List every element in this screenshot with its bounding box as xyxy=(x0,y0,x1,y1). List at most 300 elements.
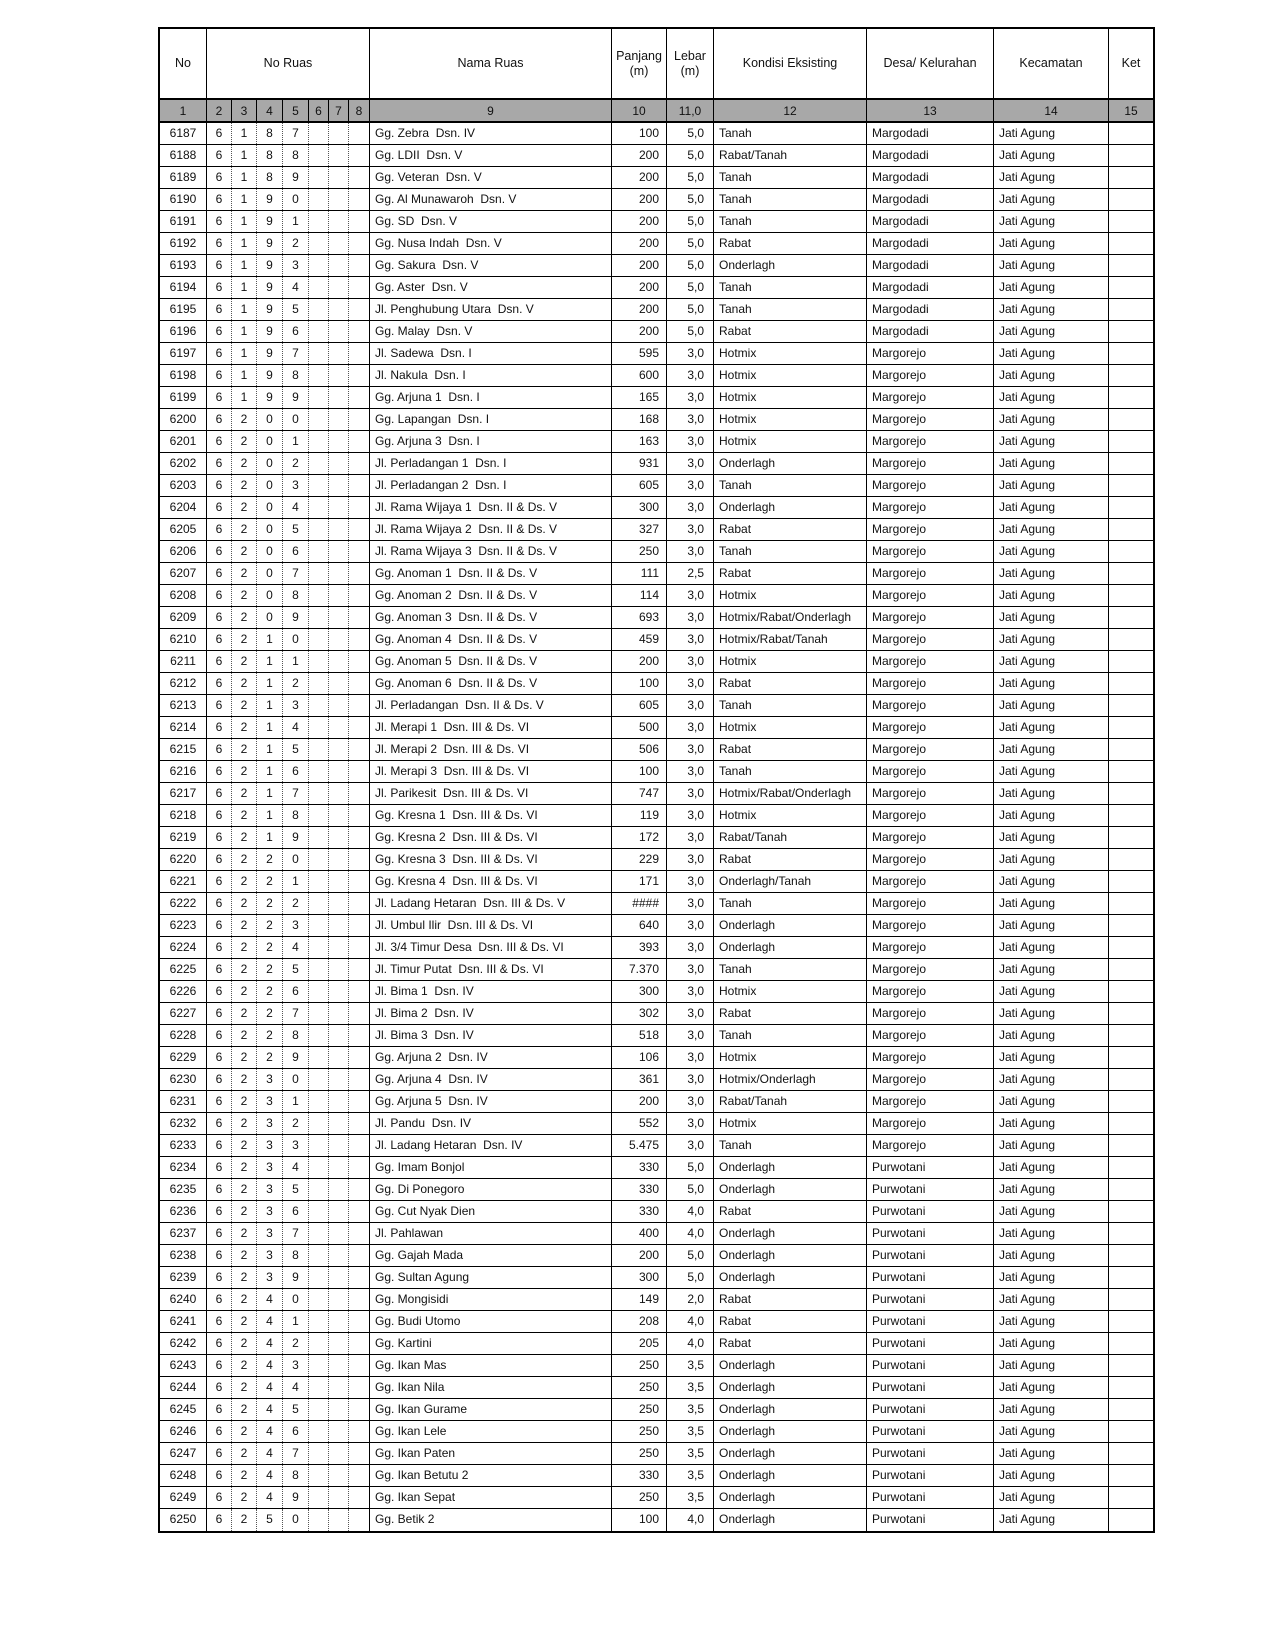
table-row xyxy=(160,233,1153,255)
cell-ket xyxy=(1109,1289,1153,1310)
cell-desa-kelurahan: Margorejo xyxy=(867,695,994,716)
header-kecamatan xyxy=(994,29,1109,98)
cell-no: 6225 xyxy=(160,959,207,980)
table-row xyxy=(160,1333,1153,1355)
cell-kondisi: Rabat xyxy=(714,1311,867,1332)
cell-ruas-digit: 4 xyxy=(283,1157,309,1178)
cell-ruas-digit xyxy=(349,1289,370,1310)
cell-ruas-digit: 6 xyxy=(207,167,232,188)
table-row xyxy=(160,497,1153,519)
cell-ruas-digit: 1 xyxy=(232,255,257,276)
cell-ruas-digit: 2 xyxy=(232,541,257,562)
cell-ruas-digit: 6 xyxy=(207,1421,232,1442)
cell-desa-kelurahan: Purwotani xyxy=(867,1157,994,1178)
table-row xyxy=(160,1069,1153,1091)
cell-ruas-digit: 3 xyxy=(283,1355,309,1376)
cell-ruas-digit xyxy=(309,937,329,958)
cell-kecamatan: Jati Agung xyxy=(994,1091,1109,1112)
cell-ruas-digit: 6 xyxy=(207,145,232,166)
cell-no: 6222 xyxy=(160,893,207,914)
cell-ket xyxy=(1109,167,1153,188)
cell-desa-kelurahan: Margorejo xyxy=(867,365,994,386)
cell-kondisi: Hotmix/Onderlagh xyxy=(714,1069,867,1090)
cell-nama-ruas: Gg. Mongisidi xyxy=(370,1289,612,1310)
cell-ruas-digit xyxy=(329,1179,349,1200)
cell-ket xyxy=(1109,1421,1153,1442)
cell-ruas-digit: 2 xyxy=(232,827,257,848)
header-nama-ruas-label: Nama Ruas xyxy=(457,56,524,70)
cell-ket xyxy=(1109,761,1153,782)
cell-ruas-digit xyxy=(349,871,370,892)
cell-ruas-digit: 6 xyxy=(207,1091,232,1112)
cell-ruas-digit xyxy=(309,981,329,1002)
cell-lebar: 2,0 xyxy=(667,1289,714,1310)
cell-ruas-digit xyxy=(349,211,370,232)
cell-ruas-digit xyxy=(309,1421,329,1442)
cell-ket xyxy=(1109,475,1153,496)
cell-lebar: 4,0 xyxy=(667,1509,714,1531)
cell-ket xyxy=(1109,211,1153,232)
cell-lebar: 3,0 xyxy=(667,1069,714,1090)
table-row xyxy=(160,1025,1153,1047)
cell-ket xyxy=(1109,1223,1153,1244)
cell-ket: 15 xyxy=(1124,104,1138,118)
cell-ket xyxy=(1109,585,1153,606)
cell-ruas-digit xyxy=(309,1465,329,1486)
cell-ruas-digit: 8 xyxy=(283,365,309,386)
cell-ruas-digit: 1 xyxy=(232,233,257,254)
cell-ruas-digit xyxy=(349,1421,370,1442)
table-row xyxy=(160,189,1153,211)
cell-ruas-digit xyxy=(349,431,370,452)
cell-ruas-digit xyxy=(329,189,349,210)
cell-desa-kelurahan: Margorejo xyxy=(867,739,994,760)
cell-ruas-digit xyxy=(349,783,370,804)
cell-no: 6205 xyxy=(160,519,207,540)
cell-no: 6199 xyxy=(160,387,207,408)
cell-ruas-digit: 3 xyxy=(257,1135,283,1156)
cell-panjang: 200 xyxy=(612,277,667,298)
cell-desa-kelurahan: Margorejo xyxy=(867,1091,994,1112)
cell-kondisi: Hotmix/Rabat/Tanah xyxy=(714,629,867,650)
table-row xyxy=(160,783,1153,805)
cell-desa-kelurahan: Purwotani xyxy=(867,1289,994,1310)
table-row xyxy=(160,167,1153,189)
cell-ruas-digit: 6 xyxy=(207,1333,232,1354)
cell-ket xyxy=(1109,541,1153,562)
cell-nama-ruas: Jl. Merapi 2 Dsn. III & Ds. VI xyxy=(370,739,612,760)
header-panjang-label: Panjang xyxy=(616,48,662,63)
cell-ruas-digit: 2 xyxy=(232,1509,257,1531)
cell-lebar: 5,0 xyxy=(667,167,714,188)
cell-ket xyxy=(1109,805,1153,826)
table-row xyxy=(160,1135,1153,1157)
cell-lebar: 5,0 xyxy=(667,189,714,210)
cell-ket xyxy=(1109,365,1153,386)
cell-ruas-digit xyxy=(349,673,370,694)
cell-kondisi: Hotmix/Rabat/Onderlagh xyxy=(714,607,867,628)
cell-nama-ruas: Gg. Malay Dsn. V xyxy=(370,321,612,342)
cell-nama-ruas: Jl. 3/4 Timur Desa Dsn. III & Ds. VI xyxy=(370,937,612,958)
cell-nama-ruas: Jl. Rama Wijaya 1 Dsn. II & Ds. V xyxy=(370,497,612,518)
cell-no: 6216 xyxy=(160,761,207,782)
cell-desa-kelurahan: Margorejo xyxy=(867,497,994,518)
cell-ruas-digit xyxy=(349,1091,370,1112)
cell-ruas-digit xyxy=(309,1487,329,1508)
cell-ket xyxy=(1109,299,1153,320)
cell-ruas-digit xyxy=(329,1157,349,1178)
cell-ket xyxy=(1109,1201,1153,1222)
table-row xyxy=(160,321,1153,343)
cell-kecamatan: Jati Agung xyxy=(994,1047,1109,1068)
cell-ruas-digit xyxy=(309,1135,329,1156)
cell-panjang: 200 xyxy=(612,189,667,210)
cell-ruas-digit xyxy=(349,937,370,958)
cell-panjang: 518 xyxy=(612,1025,667,1046)
cell-ruas-digit xyxy=(309,123,329,144)
cell-kecamatan: Jati Agung xyxy=(994,541,1109,562)
cell-ruas-digit: 1 xyxy=(257,717,283,738)
cell-panjang: 250 xyxy=(612,1487,667,1508)
cell-ruas-digit: 1 xyxy=(232,299,257,320)
cell-desa-kelurahan: Margorejo xyxy=(867,717,994,738)
cell-ruas-digit xyxy=(309,585,329,606)
cell-ruas-digit: 2 xyxy=(232,1047,257,1068)
cell-ruas-digit xyxy=(309,1157,329,1178)
cell-kecamatan: Jati Agung xyxy=(994,959,1109,980)
cell-kecamatan: Jati Agung xyxy=(994,475,1109,496)
header-no-ruas-label: No Ruas xyxy=(263,56,313,70)
cell-ruas-digit xyxy=(309,387,329,408)
cell-ruas-digit xyxy=(309,607,329,628)
cell-nama-ruas: Jl. Perladangan 1 Dsn. I xyxy=(370,453,612,474)
cell-ruas-digit: 9 xyxy=(257,233,283,254)
cell-kecamatan: Jati Agung xyxy=(994,1157,1109,1178)
cell-ket xyxy=(1109,233,1153,254)
cell-nama-ruas: Jl. Rama Wijaya 3 Dsn. II & Ds. V xyxy=(370,541,612,562)
cell-nama-ruas: Gg. Kresna 3 Dsn. III & Ds. VI xyxy=(370,849,612,870)
cell-ruas-digit: 7 xyxy=(283,783,309,804)
cell-kecamatan: Jati Agung xyxy=(994,1311,1109,1332)
cell-ruas-digit: 2 xyxy=(232,717,257,738)
cell-ruas-digit xyxy=(329,497,349,518)
cell-desa-kelurahan: Purwotani xyxy=(867,1399,994,1420)
cell-panjang: 330 xyxy=(612,1179,667,1200)
cell-ruas-digit: 1 xyxy=(257,805,283,826)
cell-desa-kelurahan: Margorejo xyxy=(867,475,994,496)
cell-ruas-digit xyxy=(309,1443,329,1464)
cell-ruas-digit: 1 xyxy=(232,343,257,364)
cell-ket xyxy=(1109,189,1153,210)
cell-kecamatan: Jati Agung xyxy=(994,717,1109,738)
cell-panjang: 111 xyxy=(612,563,667,584)
cell-ruas-digit xyxy=(329,1487,349,1508)
cell-kondisi: Rabat xyxy=(714,739,867,760)
cell-ruas-digit: 6 xyxy=(207,1311,232,1332)
cell-no: 6246 xyxy=(160,1421,207,1442)
cell-panjang: 330 xyxy=(612,1201,667,1222)
cell-ruas-digit xyxy=(309,1399,329,1420)
cell-no: 6189 xyxy=(160,167,207,188)
cell-ruas-digit xyxy=(329,761,349,782)
cell-ruas-digit xyxy=(329,1377,349,1398)
cell-ket xyxy=(1109,607,1153,628)
cell-panjang: 250 xyxy=(612,1377,667,1398)
cell-ruas-digit: 2 xyxy=(283,893,309,914)
cell-nama-ruas: Gg. Kresna 4 Dsn. III & Ds. VI xyxy=(370,871,612,892)
cell-ruas-digit: 2 xyxy=(232,1069,257,1090)
cell-ruas-digit xyxy=(329,321,349,342)
cell-ruas-digit xyxy=(309,1509,329,1531)
cell-kecamatan: Jati Agung xyxy=(994,1025,1109,1046)
cell-kecamatan: Jati Agung xyxy=(994,871,1109,892)
cell-ruas-digit: 2 xyxy=(232,1135,257,1156)
cell-ruas-digit: 2 xyxy=(232,893,257,914)
cell-ruas-digit xyxy=(349,233,370,254)
cell-lebar: 3,0 xyxy=(667,695,714,716)
table-row xyxy=(160,1399,1153,1421)
cell-no: 6243 xyxy=(160,1355,207,1376)
cell-ruas-digit xyxy=(309,255,329,276)
table-row xyxy=(160,1487,1153,1509)
cell-kecamatan: Jati Agung xyxy=(994,431,1109,452)
header-panjang xyxy=(612,29,667,98)
cell-ruas-digit: 2 xyxy=(232,1443,257,1464)
cell-kondisi: Rabat xyxy=(714,1003,867,1024)
cell-ruas-digit xyxy=(349,1245,370,1266)
table-row xyxy=(160,1113,1153,1135)
cell-ruas-digit: 2 xyxy=(232,871,257,892)
cell-ruas-digit: 4 xyxy=(257,1465,283,1486)
cell-ruas-digit: 1 xyxy=(232,365,257,386)
cell-ruas-digit: 1 xyxy=(232,189,257,210)
cell-ruas-digit xyxy=(329,1223,349,1244)
cell-ruas-digit xyxy=(329,1069,349,1090)
cell-kecamatan: 14 xyxy=(994,100,1109,121)
cell-ruas-digit: 3 xyxy=(283,475,309,496)
table-row xyxy=(160,123,1153,145)
cell-kecamatan: Jati Agung xyxy=(994,1113,1109,1134)
cell-kondisi: Rabat/Tanah xyxy=(714,145,867,166)
cell-kondisi: Hotmix xyxy=(714,387,867,408)
cell-desa-kelurahan: Margodadi xyxy=(867,299,994,320)
cell-kondisi: Hotmix/Rabat/Onderlagh xyxy=(714,783,867,804)
cell-nama-ruas: Gg. Veteran Dsn. V xyxy=(370,167,612,188)
cell-ruas-digit: 6 xyxy=(207,321,232,342)
cell-nama-ruas: Gg. Betik 2 xyxy=(370,1509,612,1531)
cell-ruas-digit: 2 xyxy=(232,453,257,474)
cell-ruas-digit: 4 xyxy=(257,1399,283,1420)
table-row xyxy=(160,981,1153,1003)
cell-lebar: 5,0 xyxy=(667,1157,714,1178)
cell-ruas-digit: 9 xyxy=(283,387,309,408)
cell-ket xyxy=(1109,959,1153,980)
cell-ruas-digit: 6 xyxy=(207,1179,232,1200)
cell-ruas-digit xyxy=(309,1179,329,1200)
cell-desa-kelurahan: Margorejo xyxy=(867,1003,994,1024)
cell-lebar: 3,5 xyxy=(667,1399,714,1420)
cell-ruas-digit: 2 xyxy=(232,761,257,782)
cell-nama-ruas: Gg. Anoman 2 Dsn. II & Ds. V xyxy=(370,585,612,606)
cell-ruas-digit xyxy=(329,849,349,870)
cell-ket xyxy=(1109,1465,1153,1486)
cell-ruas-digit: 1 xyxy=(257,629,283,650)
cell-lebar: 3,0 xyxy=(667,717,714,738)
cell-lebar: 3,0 xyxy=(667,1113,714,1134)
cell-desa-kelurahan: Margorejo xyxy=(867,519,994,540)
cell-ruas-digit xyxy=(309,365,329,386)
cell-ket xyxy=(1109,431,1153,452)
cell-ruas-digit: 0 xyxy=(283,849,309,870)
cell-kecamatan: Jati Agung xyxy=(994,849,1109,870)
cell-kondisi: Tanah xyxy=(714,299,867,320)
cell-kondisi: Rabat/Tanah xyxy=(714,1091,867,1112)
cell-no: 6242 xyxy=(160,1333,207,1354)
cell-ruas-digit xyxy=(329,915,349,936)
cell-ket xyxy=(1109,1245,1153,1266)
cell-ruas-digit: 5 xyxy=(283,519,309,540)
cell-ruas-digit: 8 xyxy=(257,167,283,188)
cell-no: 6241 xyxy=(160,1311,207,1332)
cell-ruas-digit xyxy=(309,959,329,980)
cell-no: 6209 xyxy=(160,607,207,628)
cell-ket xyxy=(1109,321,1153,342)
cell-ruas-digit xyxy=(349,585,370,606)
cell-ruas-digit: 2 xyxy=(232,1377,257,1398)
cell-no: 6187 xyxy=(160,123,207,144)
cell-ruas-digit xyxy=(309,1267,329,1288)
cell-kondisi: Tanah xyxy=(714,189,867,210)
cell-ruas-digit: 2 xyxy=(232,1025,257,1046)
table-row xyxy=(160,1311,1153,1333)
cell-ruas-digit xyxy=(349,695,370,716)
cell-panjang: 168 xyxy=(612,409,667,430)
cell-lebar: 3,0 xyxy=(667,827,714,848)
cell-ruas-digit: 0 xyxy=(257,453,283,474)
cell-ruas-digit xyxy=(309,783,329,804)
cell-ket xyxy=(1109,1267,1153,1288)
cell-ruas-digit: 8 xyxy=(349,100,370,121)
cell-ruas-digit xyxy=(349,1267,370,1288)
table-row xyxy=(160,959,1153,981)
cell-ruas-digit xyxy=(349,1003,370,1024)
cell-ruas-digit: 6 xyxy=(207,937,232,958)
cell-ruas-digit xyxy=(309,1289,329,1310)
cell-ruas-digit: 1 xyxy=(232,211,257,232)
cell-desa-kelurahan: Purwotani xyxy=(867,1509,994,1531)
cell-ruas-digit: 6 xyxy=(207,1245,232,1266)
cell-nama-ruas: Gg. Arjuna 2 Dsn. IV xyxy=(370,1047,612,1068)
cell-no: 1 xyxy=(160,100,207,121)
cell-ruas-digit: 2 xyxy=(232,959,257,980)
cell-ruas-digit: 1 xyxy=(232,277,257,298)
cell-kecamatan: Jati Agung xyxy=(994,497,1109,518)
cell-kondisi: Rabat/Tanah xyxy=(714,827,867,848)
cell-ruas-digit: 4 xyxy=(283,497,309,518)
cell-ruas-digit: 6 xyxy=(207,365,232,386)
cell-ket xyxy=(1109,1355,1153,1376)
cell-ruas-digit: 2 xyxy=(232,673,257,694)
cell-ruas-digit: 6 xyxy=(207,409,232,430)
cell-ruas-digit xyxy=(329,541,349,562)
cell-desa-kelurahan: Margodadi xyxy=(867,321,994,342)
cell-kondisi: Rabat xyxy=(714,1289,867,1310)
cell-desa-kelurahan: Purwotani xyxy=(867,1333,994,1354)
cell-desa-kelurahan: Margorejo xyxy=(867,453,994,474)
cell-no: 6213 xyxy=(160,695,207,716)
cell-desa-kelurahan: Margorejo xyxy=(867,805,994,826)
table-row xyxy=(160,1377,1153,1399)
cell-kecamatan: Jati Agung xyxy=(994,1003,1109,1024)
cell-nama-ruas: Gg. Ikan Lele xyxy=(370,1421,612,1442)
cell-panjang: 165 xyxy=(612,387,667,408)
cell-ruas-digit: 6 xyxy=(207,1465,232,1486)
cell-panjang: 250 xyxy=(612,1355,667,1376)
cell-ruas-digit xyxy=(309,915,329,936)
cell-desa-kelurahan: Purwotani xyxy=(867,1487,994,1508)
cell-ruas-digit xyxy=(349,1113,370,1134)
cell-ruas-digit: 6 xyxy=(207,959,232,980)
cell-no: 6190 xyxy=(160,189,207,210)
cell-kecamatan: Jati Agung xyxy=(994,1487,1109,1508)
cell-panjang: 100 xyxy=(612,1509,667,1531)
cell-ruas-digit: 2 xyxy=(257,981,283,1002)
cell-desa-kelurahan: Purwotani xyxy=(867,1377,994,1398)
cell-ket xyxy=(1109,651,1153,672)
cell-nama-ruas: Gg. Ikan Gurame xyxy=(370,1399,612,1420)
cell-ruas-digit: 8 xyxy=(257,145,283,166)
cell-kecamatan: Jati Agung xyxy=(994,893,1109,914)
cell-ket xyxy=(1109,255,1153,276)
cell-desa-kelurahan: Margodadi xyxy=(867,233,994,254)
cell-ruas-digit: 1 xyxy=(283,1311,309,1332)
cell-panjang: 506 xyxy=(612,739,667,760)
cell-kecamatan: Jati Agung xyxy=(994,519,1109,540)
cell-ruas-digit: 0 xyxy=(257,497,283,518)
cell-kecamatan: Jati Agung xyxy=(994,1421,1109,1442)
cell-no: 6203 xyxy=(160,475,207,496)
cell-ruas-digit: 6 xyxy=(207,299,232,320)
cell-ruas-digit xyxy=(329,673,349,694)
cell-ruas-digit: 6 xyxy=(207,717,232,738)
cell-nama-ruas: Gg. Anoman 4 Dsn. II & Ds. V xyxy=(370,629,612,650)
cell-nama-ruas: Gg. Ikan Paten xyxy=(370,1443,612,1464)
cell-ruas-digit: 0 xyxy=(257,475,283,496)
cell-panjang: 393 xyxy=(612,937,667,958)
cell-ruas-digit xyxy=(309,299,329,320)
cell-nama-ruas: Jl. Sadewa Dsn. I xyxy=(370,343,612,364)
cell-ruas-digit: 2 xyxy=(232,915,257,936)
cell-ruas-digit: 4 xyxy=(257,1355,283,1376)
cell-ruas-digit: 2 xyxy=(283,453,309,474)
cell-kondisi: Hotmix xyxy=(714,431,867,452)
cell-ruas-digit xyxy=(329,1003,349,1024)
cell-ruas-digit: 6 xyxy=(207,475,232,496)
cell-ruas-digit: 6 xyxy=(207,1509,232,1531)
cell-lebar: 5,0 xyxy=(667,277,714,298)
cell-kondisi: Onderlagh xyxy=(714,1245,867,1266)
table-row xyxy=(160,1091,1153,1113)
cell-ruas-digit: 9 xyxy=(257,343,283,364)
cell-kecamatan: Jati Agung xyxy=(994,585,1109,606)
table-row xyxy=(160,211,1153,233)
cell-ruas-digit xyxy=(309,739,329,760)
cell-ruas-digit: 2 xyxy=(232,805,257,826)
cell-nama-ruas: Gg. Anoman 1 Dsn. II & Ds. V xyxy=(370,563,612,584)
cell-panjang: 229 xyxy=(612,849,667,870)
cell-ruas-digit xyxy=(329,167,349,188)
table-row xyxy=(160,673,1153,695)
